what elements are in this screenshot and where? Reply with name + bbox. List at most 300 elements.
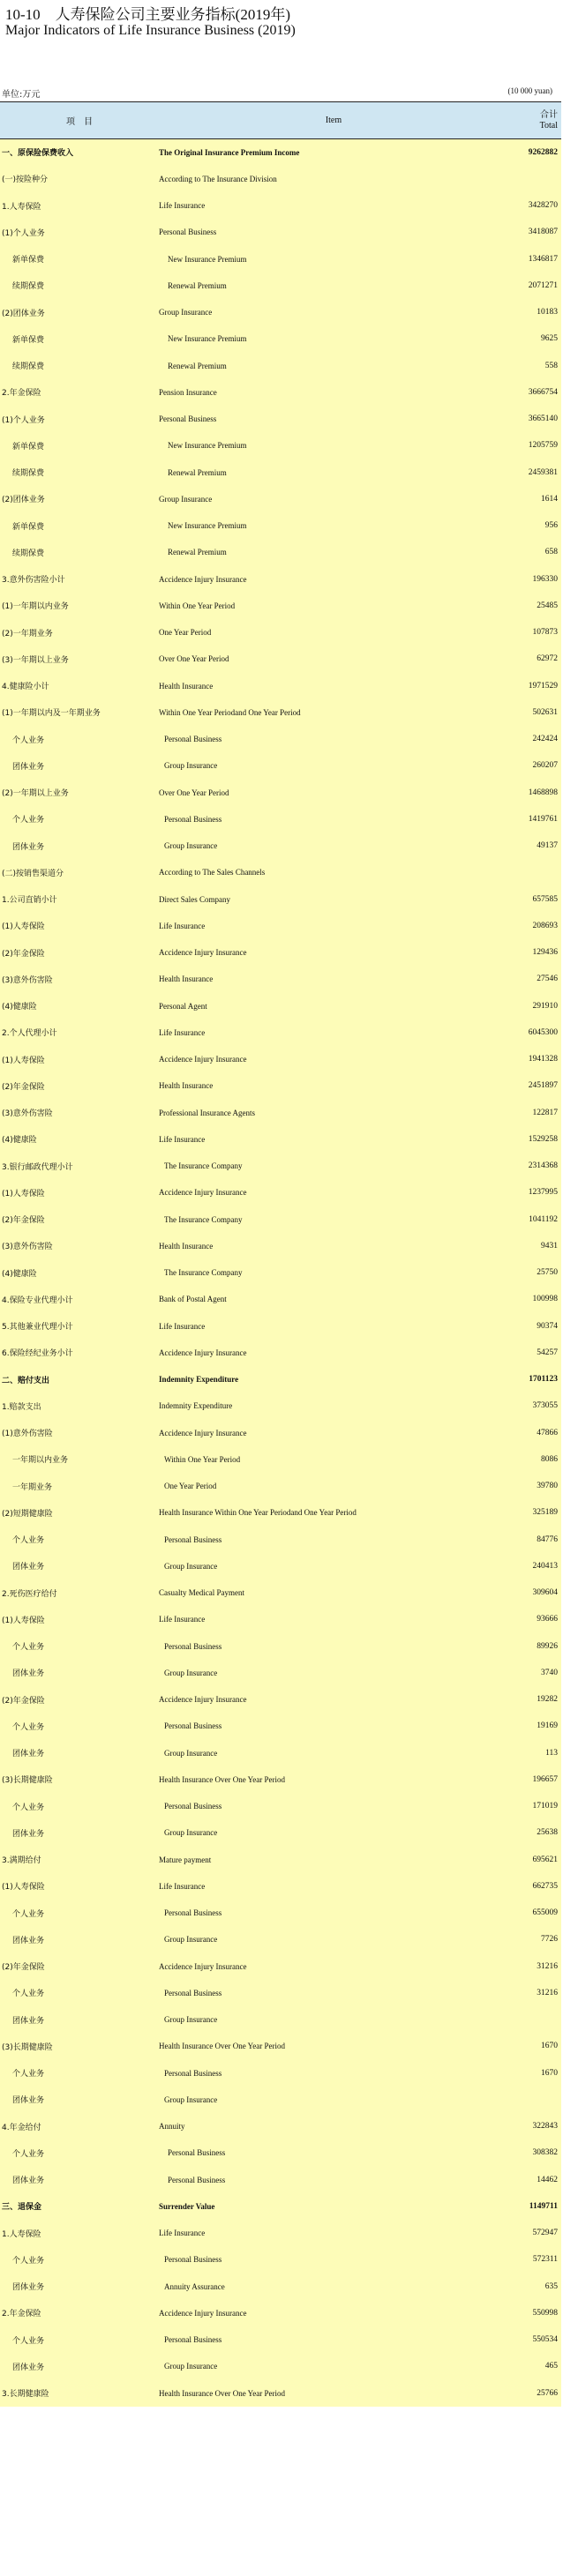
- row-item-en: Mature payment: [159, 1855, 212, 1864]
- table-row: [0, 1793, 561, 1819]
- table-row: [0, 1153, 561, 1179]
- table-row: [0, 993, 561, 1019]
- row-item-en: Personal Business: [159, 414, 217, 424]
- row-total-value: 1205759: [528, 441, 558, 451]
- row-total-value: 1419761: [528, 814, 558, 824]
- row-item-en: Health Insurance: [159, 1081, 214, 1091]
- row-total-value: 10183: [537, 308, 558, 317]
- row-item-cn: (4)健康险: [2, 1269, 37, 1279]
- row-item-cn: 新单保费: [12, 335, 45, 345]
- row-item-cn: (1)个人业务: [2, 415, 45, 425]
- row-item-en: The Insurance Company: [164, 1214, 243, 1224]
- row-item-en: Personal Business: [164, 2255, 222, 2265]
- row-item-cn: 团体业务: [12, 1829, 45, 1839]
- row-item-cn: 团体业务: [12, 762, 45, 772]
- table-row: [0, 1713, 561, 1739]
- row-item-en: Personal Business: [164, 1988, 222, 1997]
- row-item-cn: 1.人寿保险: [2, 2229, 41, 2239]
- row-item-en: Health Insurance Within One Year Periodand One Year Period: [159, 1508, 357, 1518]
- row-item-en: Personal Business: [168, 2148, 226, 2158]
- row-item-cn: (3)一年期以上业务: [2, 655, 69, 665]
- row-item-cn: 二、赔付支出: [2, 1376, 50, 1385]
- row-total-value: 240413: [532, 1561, 558, 1571]
- row-item-cn: 4.保险专业代理小计: [2, 1295, 73, 1305]
- table-row: [0, 2246, 561, 2273]
- table-row: [0, 752, 561, 779]
- row-item-cn: 个人业务: [12, 1722, 45, 1732]
- table-row: [0, 139, 561, 166]
- table-row: [0, 2087, 561, 2113]
- row-item-en: Within One Year Periodand One Year Period: [159, 707, 301, 717]
- row-total-value: 107873: [532, 628, 558, 638]
- row-item-en: Within One Year Period: [164, 1454, 241, 1464]
- row-item-en: Accidence Injury Insurance: [159, 1428, 247, 1437]
- row-total-value: 322843: [532, 2122, 558, 2132]
- row-total-value: 655009: [532, 1908, 558, 1918]
- row-item-en: Accidence Injury Insurance: [159, 2308, 247, 2318]
- row-item-cn: 4.年金给付: [2, 2123, 41, 2132]
- table-row: [0, 273, 561, 299]
- table-row: [0, 1819, 561, 1846]
- row-total-value: 2459381: [528, 467, 558, 477]
- unit-label-en: (10 000 yuan): [507, 86, 552, 95]
- row-total-value: 9625: [541, 334, 558, 344]
- row-total-value: 465: [544, 2362, 558, 2371]
- table-row: [0, 1446, 561, 1473]
- row-item-en: Life Insurance: [159, 921, 206, 930]
- row-item-cn: 3.意外伤害险小计: [2, 576, 65, 586]
- row-item-en: Renewal Premium: [168, 548, 227, 557]
- row-item-en: Group Insurance: [164, 1748, 218, 1758]
- row-item-en: Life Insurance: [159, 1321, 206, 1331]
- row-total-value: 1701123: [529, 1375, 558, 1385]
- row-item-en: Health Insurance Over One Year Period: [159, 1774, 285, 1784]
- row-item-en: Accidence Injury Insurance: [159, 1188, 247, 1198]
- table-row: [0, 1980, 561, 2006]
- row-total-value: 550534: [532, 2335, 558, 2345]
- row-item-cn: (1)个人业务: [2, 228, 45, 238]
- table-row: [0, 1072, 561, 1099]
- table-row: [0, 1873, 561, 1900]
- row-total-value: 196330: [532, 574, 558, 584]
- row-item-en: Group Insurance: [164, 1561, 218, 1571]
- row-item-cn: 2.年金保险: [2, 389, 41, 399]
- row-item-en: Life Insurance: [159, 1027, 206, 1037]
- row-item-cn: 2.个人代理小计: [2, 1029, 57, 1039]
- row-total-value: 291910: [532, 1001, 558, 1011]
- table-row: [0, 673, 561, 699]
- row-item-en: One Year Period: [159, 628, 212, 638]
- row-item-en: New Insurance Premium: [168, 334, 247, 344]
- row-item-cn: 团体业务: [12, 2283, 45, 2293]
- row-item-en: According to The Insurance Division: [159, 174, 277, 183]
- header-total-cn: 合计: [540, 109, 558, 120]
- row-total-value: 2071271: [528, 280, 558, 290]
- row-total-value: 1670: [541, 2042, 558, 2051]
- row-item-cn: 个人业务: [12, 1803, 45, 1812]
- header-total: [508, 102, 561, 139]
- row-item-cn: 三、退保金: [2, 2203, 42, 2213]
- row-item-en: Accidence Injury Insurance: [159, 1961, 247, 1971]
- table-row: [0, 2139, 561, 2166]
- page-title-en: Major Indicators of Life Insurance Business (2019): [5, 23, 296, 38]
- row-item-cn: 个人业务: [12, 1643, 45, 1653]
- table-row: [0, 1046, 561, 1072]
- row-item-en: Life Insurance: [159, 2229, 206, 2238]
- table-row: [0, 539, 561, 565]
- row-total-value: 54257: [537, 1348, 558, 1357]
- row-item-en: Renewal Premium: [168, 361, 227, 370]
- row-item-en: New Insurance Premium: [168, 521, 247, 531]
- row-item-en: Pension Insurance: [159, 387, 217, 397]
- row-item-cn: (1)人寿保险: [2, 1056, 45, 1065]
- row-item-en: Health Insurance Over One Year Period: [159, 2388, 285, 2398]
- row-total-value: 31216: [537, 1988, 558, 1997]
- row-total-value: 2314368: [528, 1161, 558, 1171]
- row-item-cn: (2)年金保险: [2, 1963, 45, 1973]
- row-item-en: Accidence Injury Insurance: [159, 1055, 247, 1064]
- table-row: [0, 1847, 561, 1873]
- table-row: [0, 353, 561, 379]
- table-row: [0, 1660, 561, 1686]
- row-total-value: 90374: [537, 1321, 558, 1331]
- row-total-value: 325189: [532, 1508, 558, 1518]
- row-item-en: Professional Insurance Agents: [159, 1108, 255, 1117]
- row-item-cn: 团体业务: [12, 2016, 45, 2026]
- table-row: [0, 1926, 561, 1953]
- row-total-value: 25750: [537, 1268, 558, 1278]
- row-total-value: 89926: [537, 1641, 558, 1651]
- row-total-value: 7726: [541, 1935, 558, 1945]
- row-item-cn: 团体业务: [12, 1563, 45, 1572]
- row-total-value: 502631: [532, 707, 558, 717]
- table-row: [0, 1740, 561, 1766]
- row-item-cn: 团体业务: [12, 842, 45, 852]
- row-item-cn: (3)意外伤害险: [2, 1243, 53, 1252]
- row-item-cn: 新单保费: [12, 522, 45, 532]
- table-row: [0, 806, 561, 833]
- row-item-cn: 续期保费: [12, 469, 45, 479]
- row-item-en: Renewal Premium: [168, 467, 227, 477]
- row-item-en: Accidence Injury Insurance: [159, 1695, 247, 1705]
- row-item-cn: (2)年金保险: [2, 1082, 45, 1092]
- row-item-en: Group Insurance: [164, 2015, 218, 2025]
- row-item-cn: 续期保费: [12, 549, 45, 558]
- row-item-cn: (4)健康险: [2, 1136, 37, 1146]
- row-item-cn: (3)意外伤害险: [2, 975, 53, 985]
- table-header-row: [0, 102, 561, 139]
- row-total-value: 662735: [532, 1881, 558, 1891]
- row-item-cn: 个人业务: [12, 2070, 45, 2079]
- row-item-en: Surrender Value: [159, 2201, 215, 2211]
- row-total-value: 373055: [532, 1401, 558, 1411]
- row-item-cn: (2)年金保险: [2, 1696, 45, 1706]
- row-item-en: New Insurance Premium: [168, 441, 247, 451]
- table-row: [0, 2113, 561, 2139]
- indicators-table: [0, 101, 561, 2407]
- row-item-en: Personal Agent: [159, 1001, 207, 1011]
- table-row: [0, 1633, 561, 1660]
- row-total-value: 9262882: [528, 147, 558, 157]
- table-row: [0, 1553, 561, 1579]
- row-item-en: Group Insurance: [164, 841, 218, 851]
- row-item-cn: 1.赔款支出: [2, 1402, 41, 1412]
- table-row: [0, 2274, 561, 2300]
- row-item-en: According to The Sales Channels: [159, 868, 266, 877]
- row-item-cn: (2)年金保险: [2, 949, 45, 959]
- row-item-cn: 团体业务: [12, 1669, 45, 1679]
- table-row: [0, 1206, 561, 1233]
- row-total-value: 658: [544, 548, 558, 557]
- row-item-en: Personal Business: [164, 1908, 222, 1918]
- table-row: [0, 2300, 561, 2326]
- row-item-cn: 5.其他兼业代理小计: [2, 1323, 73, 1333]
- row-total-value: 1529258: [528, 1134, 558, 1144]
- row-total-value: 308382: [532, 2148, 558, 2158]
- row-total-value: 1149711: [529, 2201, 558, 2211]
- row-item-en: Bank of Postal Agent: [159, 1295, 227, 1304]
- row-item-cn: 个人业务: [12, 735, 45, 745]
- row-item-cn: 一年期以内业务: [12, 1456, 69, 1466]
- row-total-value: 9431: [541, 1241, 558, 1251]
- table-row: [0, 1366, 561, 1393]
- table-row: [0, 619, 561, 646]
- row-item-en: Direct Sales Company: [159, 894, 230, 904]
- row-item-cn: 4.健康险小计: [2, 683, 49, 692]
- row-item-cn: 团体业务: [12, 1750, 45, 1759]
- table-row: [0, 966, 561, 992]
- table-row: [0, 2033, 561, 2059]
- row-total-value: [508, 859, 561, 885]
- row-item-cn: 个人业务: [12, 1909, 45, 1919]
- row-item-en: Group Insurance: [164, 2094, 218, 2104]
- table-row: [0, 1527, 561, 1553]
- table-row: [0, 1286, 561, 1312]
- row-total-value: 19169: [537, 1721, 558, 1731]
- row-total-value: 196657: [532, 1774, 558, 1784]
- table-row: [0, 939, 561, 966]
- row-item-en: Renewal Premium: [168, 280, 227, 290]
- row-item-en: Annuity Assurance: [164, 2281, 225, 2291]
- table-row: [0, 1900, 561, 1926]
- row-total-value: 695621: [532, 1855, 558, 1864]
- row-item-cn: 3.长期健康险: [2, 2390, 49, 2400]
- row-total-value: 635: [544, 2281, 558, 2291]
- table-row: [0, 1019, 561, 1046]
- row-item-cn: 个人业务: [12, 2336, 45, 2346]
- table-row: [0, 886, 561, 913]
- row-item-en: New Insurance Premium: [168, 254, 247, 264]
- row-item-en: Within One Year Period: [159, 601, 236, 610]
- row-total-value: 3666754: [528, 387, 558, 397]
- unit-label-cn: 单位:万元: [2, 90, 41, 100]
- table-row: [0, 1473, 561, 1499]
- row-total-value: 19282: [537, 1695, 558, 1705]
- table-row: [0, 1579, 561, 1606]
- table-row: [0, 646, 561, 672]
- table-row: [0, 166, 561, 192]
- row-total-value: 129436: [532, 948, 558, 958]
- table-row: [0, 2326, 561, 2353]
- row-item-cn: 个人业务: [12, 2149, 45, 2159]
- row-total-value: 309604: [532, 1588, 558, 1598]
- row-item-en: Group Insurance: [164, 1828, 218, 1838]
- row-total-value: 39780: [537, 1482, 558, 1491]
- row-item-cn: (1)意外伤害险: [2, 1430, 53, 1439]
- row-total-value: 1670: [541, 2068, 558, 2078]
- row-item-cn: (1)人寿保险: [2, 1616, 45, 1625]
- row-item-en: Life Insurance: [159, 1881, 206, 1891]
- row-item-en: Health Insurance Over One Year Period: [159, 2042, 285, 2051]
- row-item-cn: 续期保费: [12, 362, 45, 372]
- row-total-value: 3740: [541, 1668, 558, 1677]
- table-row: [0, 219, 561, 245]
- row-item-en: Health Insurance: [159, 681, 214, 691]
- table-row: [0, 833, 561, 859]
- row-item-cn: 6.保险经纪业务小计: [2, 1349, 73, 1359]
- row-item-en: Life Insurance: [159, 1134, 206, 1144]
- row-total-value: 3418087: [528, 228, 558, 237]
- row-total-value: 260207: [532, 761, 558, 771]
- row-item-cn: (2)一年期以上业务: [2, 789, 69, 799]
- row-total-value: 2451897: [528, 1081, 558, 1091]
- row-total-value: 1041192: [529, 1214, 558, 1224]
- row-item-en: Personal Business: [164, 814, 222, 824]
- row-item-cn: 个人业务: [12, 1990, 45, 1999]
- table-row: [0, 1766, 561, 1793]
- row-item-en: One Year Period: [164, 1482, 217, 1491]
- row-item-cn: 一年期业务: [12, 1482, 53, 1492]
- table-row: [0, 406, 561, 432]
- row-item-cn: 一、原保险保费收入: [2, 149, 74, 159]
- row-item-en: Group Insurance: [164, 761, 218, 771]
- row-item-en: Indemnity Expenditure: [159, 1375, 239, 1385]
- row-item-cn: 团体业务: [12, 2096, 45, 2106]
- row-item-en: Personal Business: [168, 2175, 226, 2184]
- row-item-cn: (1)人寿保险: [2, 922, 45, 932]
- row-item-cn: (3)意外伤害险: [2, 1109, 53, 1119]
- table-row: [0, 459, 561, 486]
- row-total-value: 3428270: [528, 201, 558, 211]
- row-item-en: Personal Business: [164, 1641, 222, 1651]
- table-row: [0, 2220, 561, 2246]
- table-row: [0, 1953, 561, 1980]
- row-item-cn: 新单保费: [12, 256, 45, 265]
- row-total-value: 1468898: [528, 788, 558, 797]
- row-item-cn: (一)按险种分: [2, 175, 49, 185]
- row-item-cn: (2)团体业务: [2, 309, 45, 318]
- table-row: [0, 1313, 561, 1340]
- table-row: [0, 1179, 561, 1206]
- row-total-value: 1237995: [528, 1188, 558, 1198]
- row-total-value: 550998: [532, 2308, 558, 2318]
- row-item-cn: 团体业务: [12, 2363, 45, 2372]
- row-item-cn: 1.公司直销小计: [2, 896, 57, 906]
- table-row: [0, 2380, 561, 2407]
- row-total-value: 27546: [537, 974, 558, 984]
- table-row: [0, 1606, 561, 1632]
- row-item-en: Group Insurance: [159, 308, 213, 317]
- row-total-value: 25485: [537, 601, 558, 610]
- row-item-cn: (2)短期健康险: [2, 1509, 53, 1519]
- row-total-value: 31216: [537, 1961, 558, 1971]
- row-total-value: 558: [544, 361, 558, 370]
- row-total-value: 1614: [541, 494, 558, 504]
- row-item-cn: 2.年金保险: [2, 2310, 41, 2319]
- table-row: [0, 2006, 561, 2033]
- row-item-cn: 3.满期给付: [2, 1856, 41, 1866]
- row-item-en: The Insurance Company: [164, 1268, 243, 1278]
- table-row: [0, 2060, 561, 2087]
- row-item-cn: 个人业务: [12, 2256, 45, 2266]
- row-item-en: Group Insurance: [164, 1935, 218, 1945]
- row-item-cn: 2.死伤医疗给付: [2, 1589, 57, 1599]
- row-total-value: 1941328: [528, 1055, 558, 1064]
- table-row: [0, 1233, 561, 1259]
- row-total-value: 93666: [537, 1615, 558, 1624]
- row-total-value: 8086: [541, 1454, 558, 1464]
- table-row: [0, 325, 561, 352]
- row-total-value: 49137: [537, 841, 558, 851]
- table-row: [0, 593, 561, 619]
- row-total-value: 3665140: [528, 414, 558, 424]
- row-item-en: Accidence Injury Insurance: [159, 948, 247, 958]
- row-item-cn: 个人业务: [12, 816, 45, 825]
- row-item-cn: 续期保费: [12, 282, 45, 292]
- row-item-cn: (1)一年期以内业务: [2, 602, 69, 612]
- row-item-en: The Insurance Company: [164, 1161, 243, 1171]
- table-row: [0, 1686, 561, 1713]
- row-item-en: Group Insurance: [164, 1668, 218, 1677]
- table-row: [0, 246, 561, 273]
- row-item-cn: (二)按销售渠道分: [2, 869, 64, 878]
- table-row: [0, 1420, 561, 1446]
- row-item-en: Indemnity Expenditure: [159, 1401, 233, 1411]
- row-item-cn: 3.银行邮政代理小计: [2, 1162, 73, 1172]
- table-row: [0, 486, 561, 512]
- row-item-en: Casualty Medical Payment: [159, 1588, 244, 1598]
- header-item-cn: 项 目: [0, 102, 159, 139]
- row-item-cn: (3)长期健康险: [2, 2042, 53, 2052]
- row-total-value: 1971529: [528, 681, 558, 691]
- row-item-en: Personal Business: [164, 1534, 222, 1544]
- row-total-value: 14462: [537, 2175, 558, 2184]
- row-item-en: Over One Year Period: [159, 654, 229, 664]
- table-row: [0, 699, 561, 726]
- row-total-value: 1346817: [528, 254, 558, 264]
- table-row: [0, 566, 561, 593]
- table-row: [0, 726, 561, 752]
- row-item-en: Personal Business: [164, 2335, 222, 2345]
- row-item-en: Accidence Injury Insurance: [159, 574, 247, 584]
- header-item-en: Item: [159, 102, 508, 139]
- table-row: [0, 1126, 561, 1153]
- row-total-value: 122817: [532, 1108, 558, 1117]
- row-item-en: Personal Business: [164, 735, 222, 744]
- table-row: [0, 432, 561, 459]
- row-total-value: 208693: [532, 921, 558, 930]
- row-total-value: 657585: [532, 894, 558, 904]
- table-row: [0, 859, 561, 885]
- row-total-value: [508, 166, 561, 192]
- row-item-en: Personal Business: [159, 228, 217, 237]
- row-total-value: 572947: [532, 2229, 558, 2238]
- row-item-en: Annuity: [159, 2122, 185, 2132]
- row-item-cn: (2)年金保险: [2, 1216, 45, 1226]
- row-item-en: Group Insurance: [159, 494, 213, 504]
- table-row: [0, 379, 561, 406]
- row-item-en: Health Insurance: [159, 974, 214, 984]
